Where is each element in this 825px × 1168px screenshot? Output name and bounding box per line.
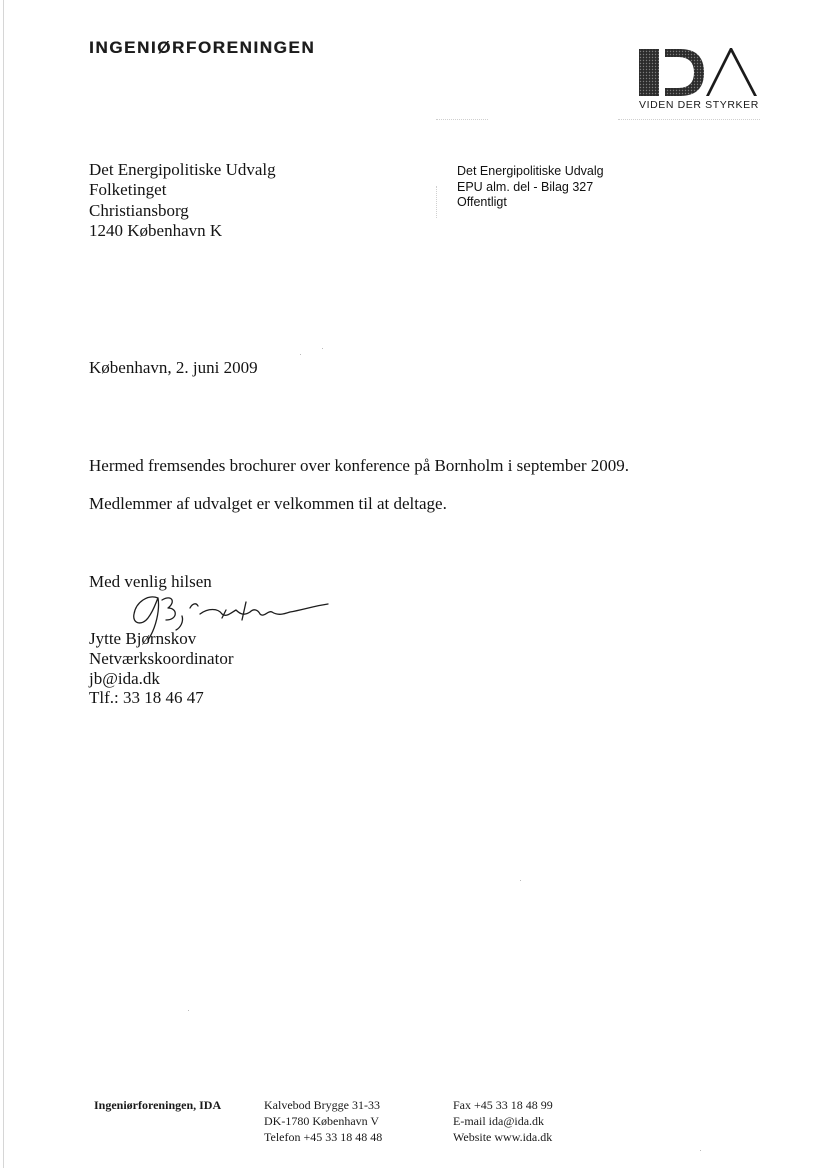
sender-phone: Tlf.: 33 18 46 47 [89, 688, 204, 708]
recipient-line: Det Energipolitiske Udvalg [89, 160, 276, 179]
recipient-line: Folketinget [89, 180, 167, 200]
footer-organization: Ingeniørforeningen, IDA [94, 1098, 222, 1112]
scan-speck [300, 354, 301, 355]
logo-tagline: VIDEN DER STYRKER [639, 99, 759, 111]
closing-salutation: Med venlig hilsen [89, 572, 212, 591]
logo-letter-i [639, 49, 659, 96]
scan-speck [322, 348, 323, 349]
footer-address-line: Kalvebod Brygge 31-33 [264, 1098, 380, 1112]
stamp-status: Offentligt [457, 195, 507, 209]
sender-title: Netværkskoordinator [89, 648, 234, 668]
sender-email: jb@ida.dk [89, 668, 160, 688]
footer-contact-line: E-mail ida@ida.dk [453, 1114, 545, 1128]
recipient-line: Christiansborg [89, 200, 189, 220]
scan-edge-line [3, 0, 4, 1168]
footer-contact [453, 1097, 553, 1145]
sender-name: Jytte Bjørnskov [89, 629, 197, 648]
header-rule-left [436, 119, 488, 120]
recipient-address [89, 160, 276, 241]
footer-address-line: Telefon +45 33 18 48 48 [264, 1130, 383, 1144]
scan-speck [520, 880, 521, 881]
footer-address [264, 1097, 382, 1145]
body-paragraph: Hermed fremsendes brochurer over konference på Bornholm i september 2009. [89, 456, 630, 475]
letterhead-organization: INGENIØRFORENINGEN [89, 38, 316, 57]
logo-letter-d [665, 49, 704, 96]
archive-stamp [457, 164, 604, 211]
footer-contact-line: Fax +45 33 18 48 99 [453, 1098, 553, 1112]
recipient-line: 1240 København K [89, 220, 223, 240]
footer-contact-line: Website www.ida.dk [453, 1130, 553, 1144]
scan-speck [700, 1150, 701, 1151]
stamp-separator [436, 186, 437, 218]
footer-address-line: DK-1780 København V [264, 1114, 380, 1128]
logo-letter-a [706, 48, 757, 96]
header-rule-right [618, 119, 760, 120]
sender-block [89, 629, 233, 708]
scan-speck [188, 1010, 189, 1011]
stamp-committee: Det Energipolitiske Udvalg [457, 164, 604, 178]
stamp-reference: EPU alm. del - Bilag 327 [457, 179, 594, 194]
ida-logo [636, 44, 760, 104]
body-paragraph: Medlemmer af udvalget er velkommen til at deltage. [89, 494, 447, 513]
date-line: København, 2. juni 2009 [89, 358, 258, 377]
